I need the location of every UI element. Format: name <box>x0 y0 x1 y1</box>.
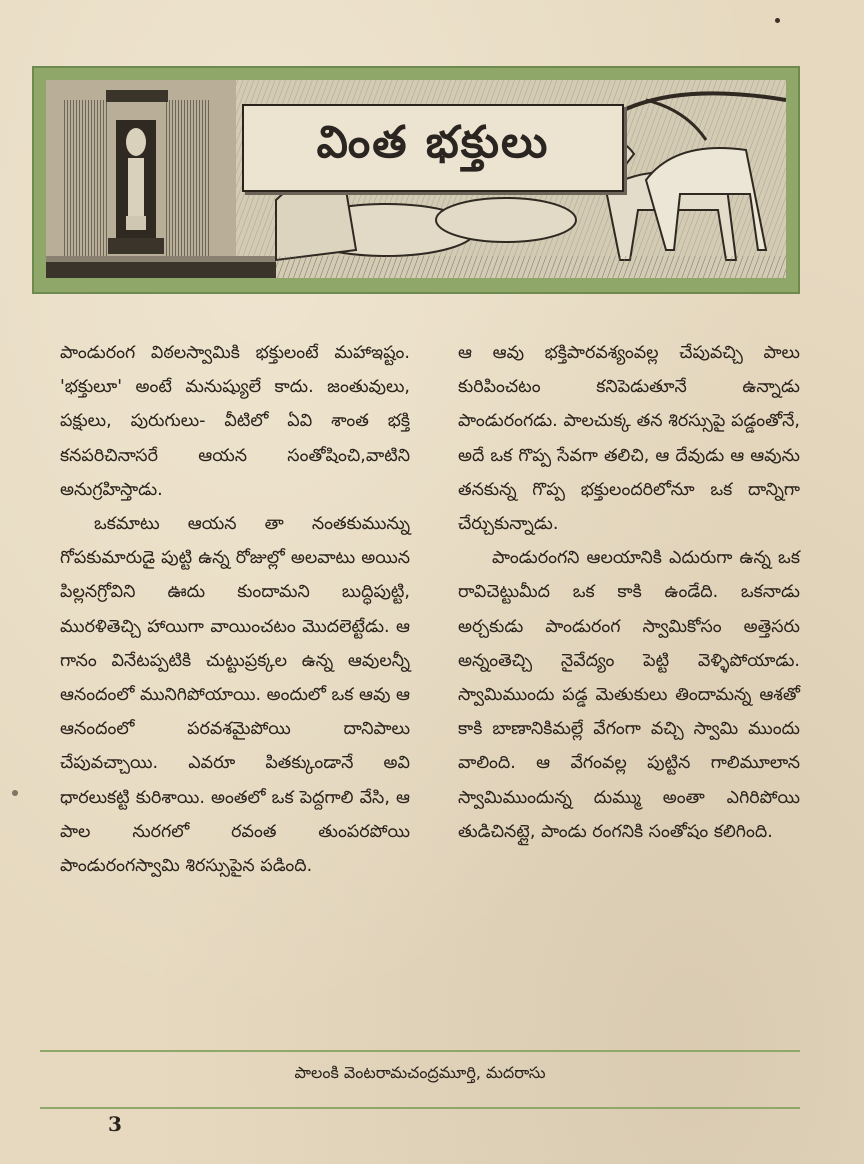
page-number: 3 <box>108 1112 122 1136</box>
article-title: వింత భక్తులు <box>316 117 550 168</box>
footer-divider-bottom <box>40 1107 800 1109</box>
paragraph-2: ఒకమాటు ఆయన తా నంతకుమున్ను గోపకుమారుడై పుట్టి ఉన్న రోజుల్లో అలవాటు అయిన పిల్లనగ్రోవిని ఊదు కుందామని బుద్ధిపుట్టి, మురళితెచ్చి హాయిగా వాయించటం మొదలెట్టేడు. ఆ గానం వినేటప్పటికి చుట్టుప్రక్కల ఉన్న ఆవులన్నీ ఆనందంలో మునిగిపోయాయి. అందులో ఒక ఆవు ఆ ఆనందంలో పరవశమైపోయి దానిపాలు చేపువచ్చాయి. ఎవరూ పితక్కుండానే అవి ధారలుకట్టి కురిశాయి. అంతలో ఒక పెద్దగాలి వేసి, ఆ పాల నురగలో రవంత తుంపరపోయి పాండురంగస్వామి శిరస్సుపైన పడింది. <box>60 514 410 877</box>
ink-speck <box>12 790 18 796</box>
paragraph-1: పాండురంగ విఠలస్వామికి భక్తులంటే మహాఇష్టం. 'భక్తులూ' అంటే మనుష్యులే కాదు. జంతువులు, పక్షులు, పురుగులు- వీటిలో ఏవి శాంత భక్తి కనపరిచినాసరే ఆయన సంతోషించి,వాటిని అనుగ్రహిస్తాడు. <box>60 343 410 500</box>
footer-divider-top <box>40 1050 800 1052</box>
header-banner <box>32 66 800 294</box>
paragraph-3: ఆ ఆవు భక్తిపారవశ్యంవల్ల చేపువచ్చి పాలు కురిపించటం కనిపెడుతూనే ఉన్నాడు పాండురంగడు. పాలచుక్క తన శిరస్సుపై పడ్డంతోనే, అదే ఒక గొప్ప సేవగా తలిచి, ఆ దేవుడు ఆ ఆవును తనకున్న గొప్ప భక్తులందరిలోనూ ఒక దాన్నిగా చేర్చుకున్నాడు. <box>458 343 800 535</box>
author-byline: పాలంకి వెంటరామచంద్రమూర్తి, మదరాసు <box>294 1063 546 1082</box>
left-column <box>60 336 410 883</box>
paragraph-4: పాండురంగని ఆలయానికి ఎదురుగా ఉన్న ఒక రావిచెట్టుమీద ఒక కాకి ఉండేది. ఒకనాడు అర్చకుడు పాండురంగ స్వామికోసం అత్తెసరు అన్నంతెచ్చి నైవేద్యం పెట్టి వెళ్ళిపోయాడు. స్వామిముందు పడ్డ మెతుకులు తిందామన్న ఆశతో కాకి బాణానికిమల్లే వేగంగా వచ్చి స్వామి ముందు వాలింది. ఆ వేగంవల్ల పుట్టిన గాలిమూలాన స్వామిముందున్న దుమ్ము అంతా ఎగిరిపోయి తుడిచినట్లై, పాండు రంగనికి సంతోషం కలిగింది. <box>458 548 800 842</box>
right-column <box>458 336 800 849</box>
title-plate <box>242 104 624 192</box>
header-illustration <box>46 80 786 278</box>
ink-speck <box>775 18 780 23</box>
